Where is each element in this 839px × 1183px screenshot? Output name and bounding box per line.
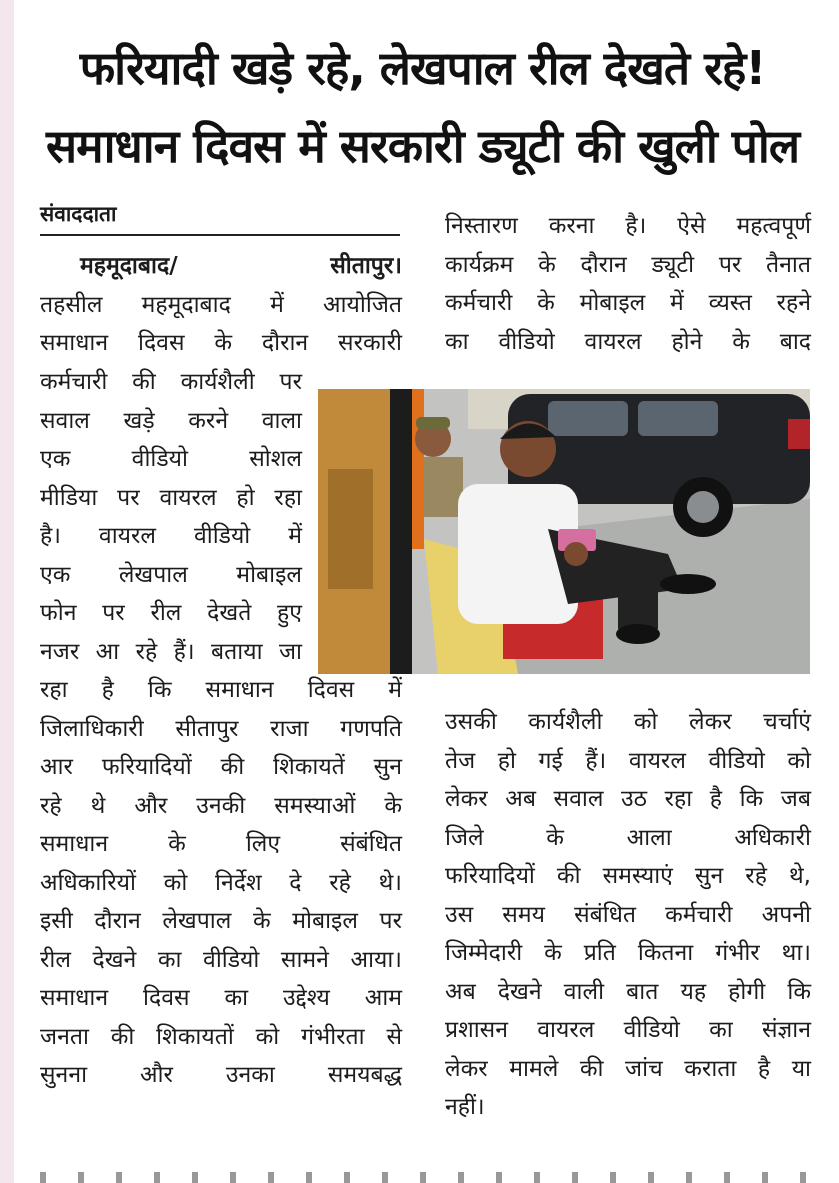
article-line: कर्मचारी के मोबाइल में व्यस्त रहने — [445, 290, 811, 316]
article-line: सुनना और उनका समयबद्ध — [40, 1062, 402, 1088]
article-line: रहे थे और उनकी समस्याओं के — [40, 792, 402, 819]
article-line: उस समय संबंधित कर्मचारी अपनी — [445, 901, 811, 928]
right-column-top — [445, 207, 811, 361]
article-line: जिले के आला अधिकारी — [445, 824, 811, 851]
article-line: नहीं। — [445, 1094, 485, 1120]
article-line: आर फरियादियों की शिकायतें सुन — [40, 754, 402, 780]
page-edge — [0, 0, 14, 1183]
left-column-bottom — [40, 671, 402, 1095]
byline: संवाददाता — [40, 200, 400, 236]
article-line: इसी दौरान लेखपाल के मोबाइल पर — [40, 908, 402, 934]
article-line: रील देखने का वीडियो सामने आया। — [40, 946, 402, 973]
article-line: जिलाधिकारी सीतापुर राजा गणपति — [40, 715, 402, 742]
left-column-wrap — [40, 363, 302, 671]
next-article-cutoff — [40, 1172, 810, 1183]
article-line: सवाल खड़े करने वाला — [40, 407, 302, 434]
article-line: अधिकारियों को निर्देश दे रहे थे। — [40, 869, 402, 896]
article-line: मीडिया पर वायरल हो रहा — [40, 484, 302, 511]
article-line: जिम्मेदारी के प्रति कितना गंभीर था। — [445, 940, 811, 966]
article-line: लेकर मामले की जांच कराता है या — [445, 1055, 811, 1082]
dateline-district: सीतापुर। — [330, 253, 402, 279]
article-line: फोन पर रील देखते हुए — [40, 600, 302, 626]
dateline-place: महमूदाबाद/ — [80, 253, 178, 279]
article-line: एक लेखपाल मोबाइल — [40, 561, 302, 588]
article-line: का वीडियो वायरल होने के बाद — [445, 328, 811, 355]
article-line: जनता की शिकायतों को गंभीरता से — [40, 1023, 402, 1050]
article-line: कर्मचारी की कार्यशैली पर — [40, 369, 302, 395]
article-line: समाधान दिवस के दौरान सरकारी — [40, 330, 402, 356]
article-line: रहा है कि समाधान दिवस में — [40, 677, 402, 703]
article-line: अब देखने वाली बात यह होगी कि — [445, 978, 811, 1005]
right-column-bottom — [445, 703, 811, 1127]
article-line: प्रशासन वायरल वीडियो का संज्ञान — [445, 1017, 811, 1043]
article-line: नजर आ रहे हैं। बताया जा — [40, 638, 302, 665]
article-line: तहसील महमूदाबाद में आयोजित — [40, 291, 402, 318]
article-line: एक वीडियो सोशल — [40, 446, 302, 472]
article-line: समाधान दिवस का उद्देश्य आम — [40, 985, 402, 1011]
dateline — [40, 247, 402, 286]
article-line: उसकी कार्यशैली को लेकर चर्चाएं — [445, 709, 811, 735]
article-line: निस्तारण करना है। ऐसे महत्वपूर्ण — [445, 213, 811, 239]
headline-line-1: फरियादी खड़े रहे, लेखपाल रील देखते रहे! — [79, 41, 766, 95]
article-line: है। वायरल वीडियो में — [40, 523, 302, 549]
news-photo — [318, 389, 810, 674]
article-line: कार्यक्रम के दौरान ड्यूटी पर तैनात — [445, 251, 811, 278]
news-photo-illustration — [318, 389, 810, 674]
article-line: समाधान के लिए संबंधित — [40, 831, 402, 857]
article-line: लेकर अब सवाल उठ रहा है कि जब — [445, 786, 811, 812]
headline-line-2: समाधान दिवस में सरकारी ड्यूटी की खुली पोल — [45, 119, 800, 173]
article-line: फरियादियों की समस्याएं सुन रहे थे, — [445, 863, 811, 889]
left-column-top — [40, 247, 402, 363]
article-line: तेज हो गई हैं। वायरल वीडियो को — [445, 747, 811, 774]
